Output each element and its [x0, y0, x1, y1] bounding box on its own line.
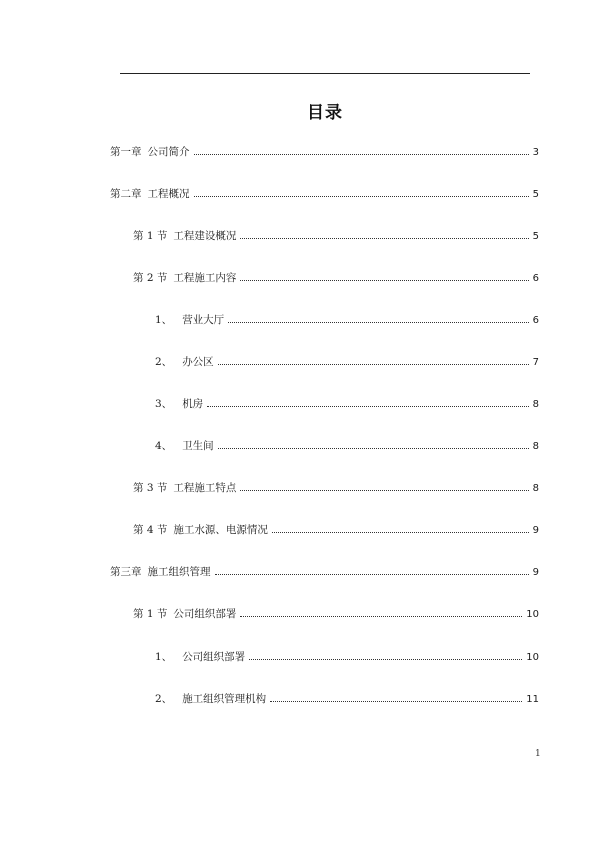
toc-entry-title: 施工水源、电源情况 — [173, 524, 268, 536]
dot-leader — [240, 616, 522, 617]
toc-entry-page: 5 — [532, 189, 539, 200]
toc-entry-page: 6 — [532, 273, 539, 284]
toc-entry-number: 第三章 — [110, 566, 142, 578]
toc-entry-item[interactable] — [155, 692, 539, 706]
toc-entry-section[interactable] — [133, 607, 539, 621]
toc-entry-section[interactable] — [133, 229, 539, 243]
toc-entry-page: 10 — [526, 609, 539, 620]
toc-entry-page: 8 — [532, 441, 539, 452]
toc-entry-title: 公司简介 — [147, 146, 190, 158]
toc-entry-item[interactable] — [155, 355, 539, 369]
dot-leader — [218, 448, 529, 449]
toc-entry-title: 工程施工内容 — [173, 272, 237, 284]
toc-entry-title: 工程施工特点 — [173, 482, 237, 494]
toc-entry-item[interactable] — [155, 650, 539, 664]
dot-leader — [270, 701, 522, 702]
dot-leader — [249, 659, 522, 660]
toc-entry-page: 9 — [532, 525, 539, 536]
dot-leader — [240, 280, 528, 281]
toc-entry-item[interactable] — [155, 313, 539, 327]
dot-leader — [228, 322, 528, 323]
toc-entry-title: 施工组织管理 — [147, 566, 211, 578]
toc-entry-page: 5 — [532, 231, 539, 242]
toc-entry-title: 公司组织部署 — [182, 651, 246, 663]
toc-entry-number: 第 3 节 — [133, 482, 168, 494]
toc-entry-section[interactable] — [133, 271, 539, 285]
toc-entry-page: 3 — [532, 147, 539, 158]
toc-entry-number: 1、 — [155, 314, 173, 326]
toc-entry-item[interactable] — [155, 439, 539, 453]
toc-entry-title: 营业大厅 — [182, 314, 225, 326]
dot-leader — [207, 406, 528, 407]
toc-entry-title: 公司组织部署 — [173, 608, 237, 620]
toc-entry-number: 第一章 — [110, 146, 142, 158]
toc-entry-page: 11 — [526, 694, 539, 705]
toc-entry-title: 工程建设概况 — [173, 230, 237, 242]
dot-leader — [240, 238, 528, 239]
toc-entry-page: 6 — [532, 315, 539, 326]
toc-entry-chapter-3[interactable] — [110, 565, 539, 579]
toc-entry-number: 第 1 节 — [133, 608, 168, 620]
toc-entry-section[interactable] — [133, 523, 539, 537]
toc-entry-title: 机房 — [182, 398, 204, 410]
toc-entry-page: 8 — [532, 399, 539, 410]
toc-entry-page: 7 — [532, 357, 539, 368]
toc-entry-page: 9 — [532, 567, 539, 578]
toc-entry-item[interactable] — [155, 397, 539, 411]
dot-leader — [215, 574, 529, 575]
toc-entry-number: 1、 — [155, 651, 173, 663]
toc-title: 目录 — [307, 103, 343, 123]
dot-leader — [194, 154, 529, 155]
dot-leader — [272, 532, 529, 533]
toc-entry-number: 3、 — [155, 398, 173, 410]
toc-entry-page: 10 — [526, 652, 539, 663]
toc-entry-title: 工程概况 — [147, 188, 190, 200]
page-number: 1 — [535, 749, 541, 759]
toc-entry-chapter-1[interactable] — [110, 145, 539, 159]
toc-entry-section[interactable] — [133, 481, 539, 495]
dot-leader — [218, 364, 529, 365]
toc-entry-number: 第 1 节 — [133, 230, 168, 242]
toc-entry-page: 8 — [532, 483, 539, 494]
header-rule — [120, 73, 530, 74]
toc-entry-number: 第 4 节 — [133, 524, 168, 536]
toc-entry-number: 第二章 — [110, 188, 142, 200]
dot-leader — [194, 196, 529, 197]
toc-entry-number: 第 2 节 — [133, 272, 168, 284]
toc-entry-number: 2、 — [155, 356, 173, 368]
toc-entry-number: 4、 — [155, 440, 173, 452]
toc-entry-chapter-2[interactable] — [110, 187, 539, 201]
dot-leader — [240, 490, 528, 491]
toc-entry-title: 办公区 — [182, 356, 214, 368]
toc-entry-title: 卫生间 — [182, 440, 214, 452]
toc-entry-title: 施工组织管理机构 — [182, 693, 267, 705]
toc-entry-number: 2、 — [155, 693, 173, 705]
